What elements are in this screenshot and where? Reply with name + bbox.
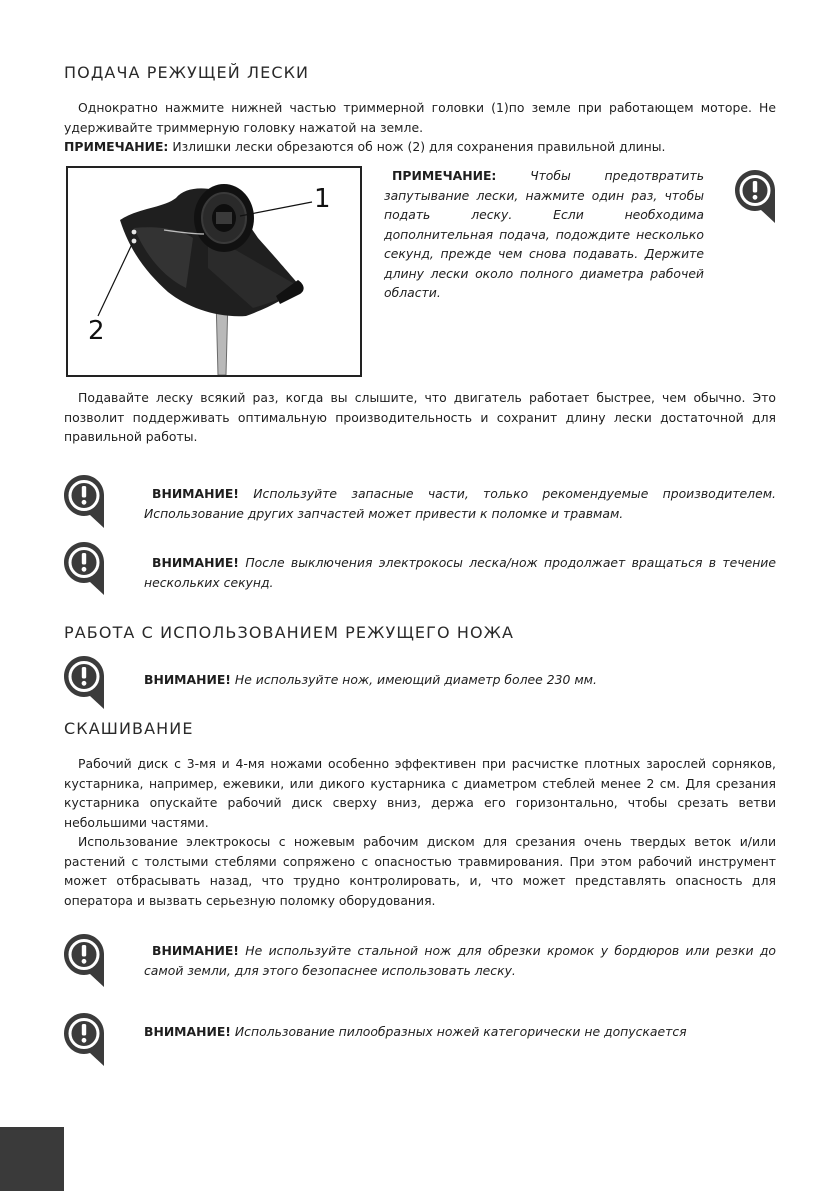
side-note-text: Чтобы предотвратить запутывание лески, нажмите один раз, чтобы подать леску. Если необходима дополнительная подача, подождите несколько секунд, прежде чем снова подавать. Держите длину лески около полного диаметра рабочей области. [384,168,704,300]
warning-rotation [144,553,776,592]
warning-icon [64,475,104,528]
trimmer-head-figure [66,166,362,377]
section-heading-line-feed: ПОДАЧА РЕЖУЩЕЙ ЛЕСКИ [64,63,310,82]
section-heading-mowing: СКАШИВАНИЕ [64,719,194,738]
note-line [64,137,776,157]
side-note-label: ПРИМЕЧАНИЕ: [392,168,497,183]
warning-icon [735,170,775,223]
section-heading-blade-work: РАБОТА С ИСПОЛЬЗОВАНИЕМ РЕЖУЩЕГО НОЖА [64,623,515,642]
warning-label: ВНИМАНИЕ! [152,486,239,501]
warning-icon [64,656,104,709]
note-label: ПРИМЕЧАНИЕ: [64,139,169,154]
callout-label-1: 1 [314,184,331,214]
warning-saw-blades [144,1022,776,1042]
warning-icon [64,934,104,987]
warning-label: ВНИМАНИЕ! [152,943,239,958]
paragraph-feed-instructions [64,98,776,157]
warning-text: Не используйте нож, имеющий диаметр более 230 мм. [230,672,597,687]
callout-label-2: 2 [88,316,105,346]
warning-label: ВНИМАНИЕ! [144,1024,231,1039]
paragraph-feed-frequency [64,388,776,447]
mowing-paragraph-2: Использование электрокосы с ножевым рабочим диском для срезания очень твердых веток и/или растений с толстыми стеблями сопряжено с опасностью травмирования. При этом рабочий инструмент может отбрасывать назад, что трудно контролировать, и, что может представлять опасность для оператора и вызвать серьезную поломку оборудования. [64,834,776,908]
warning-text: Используйте запасные части, только рекомендуемые производителем. Использование других запчастей может привести к поломке и травмам. [144,486,776,521]
warning-steel-blade [144,941,776,980]
feed-frequency-text: Подавайте леску всякий раз, когда вы слышите, что двигатель работает быстрее, чем обычно. Это позволит поддерживать оптимальную производительность и сохранит длину лески достаточной для правильной работы. [64,390,776,444]
warning-label: ВНИМАНИЕ! [144,672,231,687]
warning-icon [64,1013,104,1066]
warning-text: После выключения электрокосы леска/нож продолжает вращаться в течение нескольких секунд. [144,555,776,590]
warning-text: Не используйте стальной нож для обрезки кромок у бордюров или резки до самой земли, для этого безопаснее использовать леску. [144,943,776,978]
paragraph-mowing [64,754,776,910]
feed-paragraph: Однократно нажмите нижней частью триммерной головки (1)по земле при работающем моторе. Не удерживайте триммерную головку нажатой на земле. [64,100,776,135]
warning-text: Использование пилообразных ножей категорически не допускается [230,1024,687,1039]
page-corner-tab [0,1127,64,1191]
warning-icon [64,542,104,595]
side-note [384,166,704,303]
mowing-paragraph-1: Рабочий диск с 3-мя и 4-мя ножами особенно эффективен при расчистке плотных зарослей сорняков, кустарника, например, ежевики, или дикого кустарника с диаметром стеблей менее 2 см. Для срезания кустарника опускайте рабочий диск сверху вниз, держа его горизонтально, чтобы срезать ветви небольшими частями. [64,756,776,830]
warning-blade-diameter [144,670,776,690]
warning-spare-parts [144,484,776,523]
warning-label: ВНИМАНИЕ! [152,555,239,570]
note-text: Излишки лески обрезаются об нож (2) для сохранения правильной длины. [168,139,666,154]
